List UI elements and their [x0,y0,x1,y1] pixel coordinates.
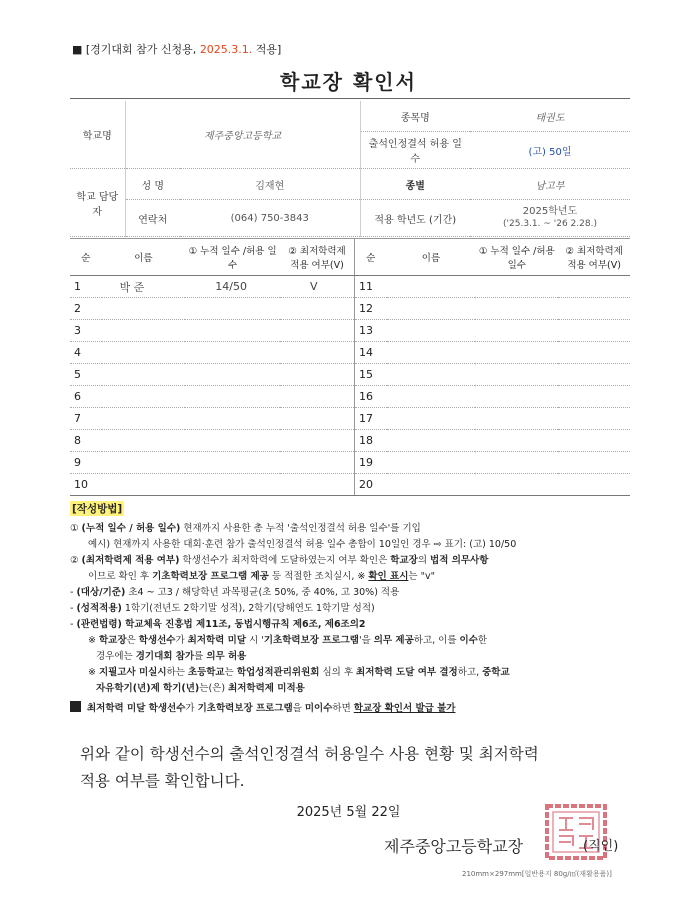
document-title: 학교장 확인서 [280,70,417,94]
manager-label: 학교 담당자 [70,169,125,237]
cell-days-2 [475,276,558,298]
cell-name [102,320,186,342]
cell-name [102,386,186,408]
title-divider [70,98,630,99]
cell-no-2: 16 [355,386,387,408]
cell-name-2 [387,408,476,430]
cell-name-2 [387,276,476,298]
note-line: ※ 학교장은 학생선수가 최저학력 미달 시 '기초학력보장 프로그램'을 의무 제공하고, 이를 이수한 [88,635,488,646]
note-line: ② (최저학력제 적용 여부) 학생선수가 최저학력에 도달하였는지 여부 확인은 학교장의 법적 의무사항 [70,555,489,566]
note-line: - (관련법령) 학교체육 진흥법 제11조, 동법시행규칙 제6조, 제6조의2 [70,619,366,630]
cell-days [185,430,280,452]
cell-min-2 [558,430,630,452]
cell-days [185,386,280,408]
cell-no-2: 15 [355,364,387,386]
school-label: 학교명 [70,101,125,169]
cell-days [185,298,280,320]
cell-no: 10 [70,474,102,496]
cell-days [185,342,280,364]
cell-min-2 [558,408,630,430]
note-line: - (성적적용) 1학기(전년도 2학기말 성적), 2학기(당해연도 1학기말 성적) [70,603,375,614]
cell-name [102,408,186,430]
header-days: ① 누적 일수 /허용 일수 [185,239,280,276]
principal-signature: 제주중앙고등학교장 [384,837,524,856]
gender-value: 남고부 [470,169,630,200]
cell-min [280,430,355,452]
cell-no-2: 19 [355,452,387,474]
name-value: 김재현 [180,169,360,200]
roster-header-row [70,239,630,276]
cell-days-2 [475,474,558,496]
method-notes [70,521,630,717]
bullet-square-icon [70,701,81,712]
header-name-2: 이름 [387,239,476,276]
cell-no-2: 12 [355,298,387,320]
seal-label: (직인) [583,839,619,854]
note-line: 예시) 현재까지 사용한 대회·훈련 참가 출석인정결석 허용 일수 총합이 10일인 경우 ⇨ 표기: (고) 10/50 [88,539,517,550]
cell-name-2 [387,320,476,342]
header-name: 이름 [102,239,186,276]
school-value: 제주중앙고등학교 [125,101,360,169]
cell-days-2 [475,364,558,386]
cell-days-2 [475,430,558,452]
cell-days-2 [475,320,558,342]
cell-no: 3 [70,320,102,342]
cell-name [102,474,186,496]
year-label: 적용 학년도 (기간) [360,200,470,237]
table-row [70,298,630,320]
table-row [70,430,630,452]
cell-min [280,474,355,496]
table-row [70,408,630,430]
note-line: ① (누적 일수 / 허용 일수) 현재까지 사용한 총 누적 '출석인정결석 허용 일수'를 기입 [70,523,421,534]
note-line: 자유학기(년)제 학기(년)는(은) 최저학력제 미적용 [96,683,305,694]
gender-label: 종별 [360,169,470,200]
cell-min-2 [558,386,630,408]
cell-min-2 [558,298,630,320]
note-line: - (대상/기준) 초4 ~ 고3 / 해당학년 과목평균(초 50%, 중 40%, 고 30%) 적용 [70,587,400,598]
cell-no-2: 11 [355,276,387,298]
cell-days [185,408,280,430]
note-line: ※ 지필고사 미실시하는 초등학교는 학업성적관리위원회 심의 후 최저학력 도달 여부 결정하고, 중학교 [88,667,510,678]
header-prefix: ■ [경기대회 참가 신청용, [72,43,200,56]
year-period: ('25.3.1. ~ '26 2.28.) [503,219,597,229]
header-no: 순 [70,239,102,276]
cell-no: 8 [70,430,102,452]
cell-no: 1 [70,276,102,298]
header-min: ② 최저학력제 적용 여부(V) [280,239,355,276]
cell-min-2 [558,342,630,364]
cell-days [185,320,280,342]
note-line: 경우에는 경기대회 참가를 의무 허용 [96,651,247,662]
paper-spec-footer: 210mm×297mm[일반용지 80g/㎡(재활용품)] [462,870,612,878]
allow-days-value: (고) 50일 [470,132,630,169]
sport-value: 태권도 [470,101,630,132]
confirmation-text [80,741,640,795]
cell-min [280,342,355,364]
cell-no-2: 13 [355,320,387,342]
method-heading: [작성방법] [72,503,123,515]
cell-min [280,452,355,474]
cell-no: 9 [70,452,102,474]
athlete-roster-table [70,238,630,496]
table-row [70,364,630,386]
cell-no: 2 [70,298,102,320]
cell-name-2 [387,298,476,320]
cell-days [185,364,280,386]
cell-min-2 [558,474,630,496]
cell-min [280,386,355,408]
cell-days-2 [475,342,558,364]
cell-name-2 [387,452,476,474]
cell-name-2 [387,342,476,364]
cell-min-2 [558,276,630,298]
header-suffix: 적용] [252,43,282,56]
cell-days-2 [475,408,558,430]
cell-min: V [280,276,355,298]
roster-body [70,276,630,496]
cell-no: 6 [70,386,102,408]
cell-name [102,298,186,320]
contact-label: 연락처 [125,200,180,237]
cell-no: 7 [70,408,102,430]
cell-name-2 [387,364,476,386]
cell-no: 5 [70,364,102,386]
cell-no-2: 14 [355,342,387,364]
sport-label: 종목명 [360,101,470,132]
cell-no-2: 18 [355,430,387,452]
cell-name [102,342,186,364]
cell-days: 14/50 [185,276,280,298]
table-row [70,276,630,298]
contact-value: (064) 750-3843 [180,200,360,237]
cell-no-2: 17 [355,408,387,430]
name-label: 성 명 [125,169,180,200]
cell-min-2 [558,320,630,342]
header-min-2: ② 최저학력제 적용 여부(V) [558,239,630,276]
cell-name: 박 준 [102,276,186,298]
header-days-2: ① 누적 일수 /허용 일수 [475,239,558,276]
form-header-note [72,41,281,57]
cell-name [102,452,186,474]
note-line: 이므로 확인 후 기초학력보장 프로그램 제공 등 적절한 조치실시, ※ 확인 표시는 "v" [88,571,435,582]
cell-days-2 [475,298,558,320]
table-row [70,452,630,474]
year-value-cell [470,200,630,237]
cell-no: 4 [70,342,102,364]
allow-days-label: 출석인정결석 허용 일수 [360,132,470,169]
cell-name-2 [387,474,476,496]
note-line: 최저학력 미달 학생선수가 기초학력보장 프로그램을 미이수하면 학교장 확인서 발급 불가 [70,701,630,717]
cell-min [280,364,355,386]
cell-days-2 [475,452,558,474]
cell-days-2 [475,386,558,408]
cell-min [280,298,355,320]
cell-name-2 [387,430,476,452]
cell-min [280,408,355,430]
header-date: 2025.3.1. [199,43,253,56]
table-row [70,386,630,408]
header-no-2: 순 [355,239,387,276]
cell-name-2 [387,386,476,408]
table-row [70,320,630,342]
table-row [70,474,630,496]
cell-name [102,364,186,386]
cell-days [185,452,280,474]
table-row [70,342,630,364]
school-info-table [70,101,630,237]
cell-name [102,430,186,452]
cell-min-2 [558,452,630,474]
year-value: 2025학년도 [522,206,578,217]
cell-no-2: 20 [355,474,387,496]
cell-min-2 [558,364,630,386]
signature-date: 2025년 5월 22일 [296,805,401,820]
cell-days [185,474,280,496]
cell-min [280,320,355,342]
confirmation-line-1: 위와 같이 학생선수의 출석인정결석 허용일수 사용 현황 및 최저학력 [80,745,539,763]
confirmation-line-2: 적용 여부를 확인합니다. [80,772,245,790]
